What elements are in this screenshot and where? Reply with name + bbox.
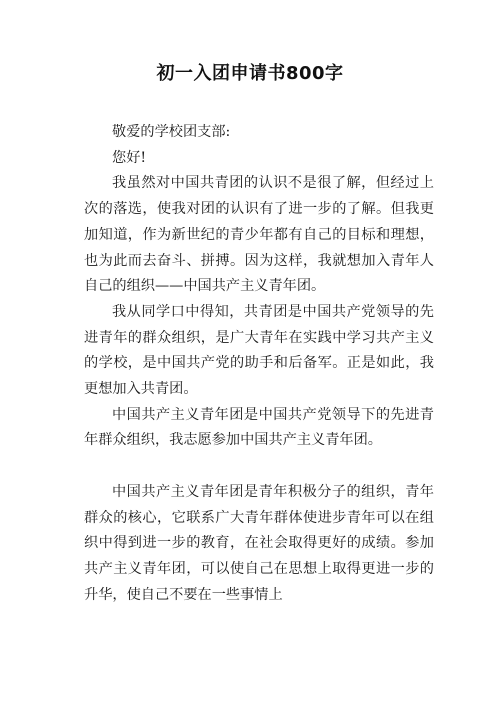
- salutation: 敬爱的学校团支部:: [112, 124, 231, 140]
- paragraph-4: 中国共产主义青年团是青年积极分子的组织，青年群众的核心，它联系广大青年群体使进步青年可以在组织中得到进一步的教育，在社会取得更好的成绩。参加共产主义青年团，可以使自己在思想上取得更进一步的升华，使自己不要在一些事情上: [84, 483, 434, 603]
- greeting: 您好!: [112, 149, 147, 166]
- paragraph-1: 我虽然对中国共青团的认识不是很了解，但经过上次的落选，使我对团的认识有了进一步的了解。但我更加知道，作为新世纪的青少年都有自己的目标和理想，也为此而去奋斗、拼搏。因为这样，我就想加入青年人自己的组织——中国共产主义青年团。: [84, 175, 434, 295]
- paragraph-3: 中国共产主义青年团是中国共产党领导下的先进青年群众组织，我志愿参加中国共产主义青年团。: [84, 406, 434, 449]
- document-body: [84, 120, 434, 608]
- paragraph-2: 我从同学口中得知，共青团是中国共产党领导的先进青年的群众组织，是广大青年在实践中学习共产主义的学校，是中国共产党的助手和后备军。正是如此，我更想加入共青团。: [84, 303, 434, 398]
- paragraph-spacer: [84, 454, 434, 480]
- document-title: 初一入团申请书800字: [156, 63, 344, 84]
